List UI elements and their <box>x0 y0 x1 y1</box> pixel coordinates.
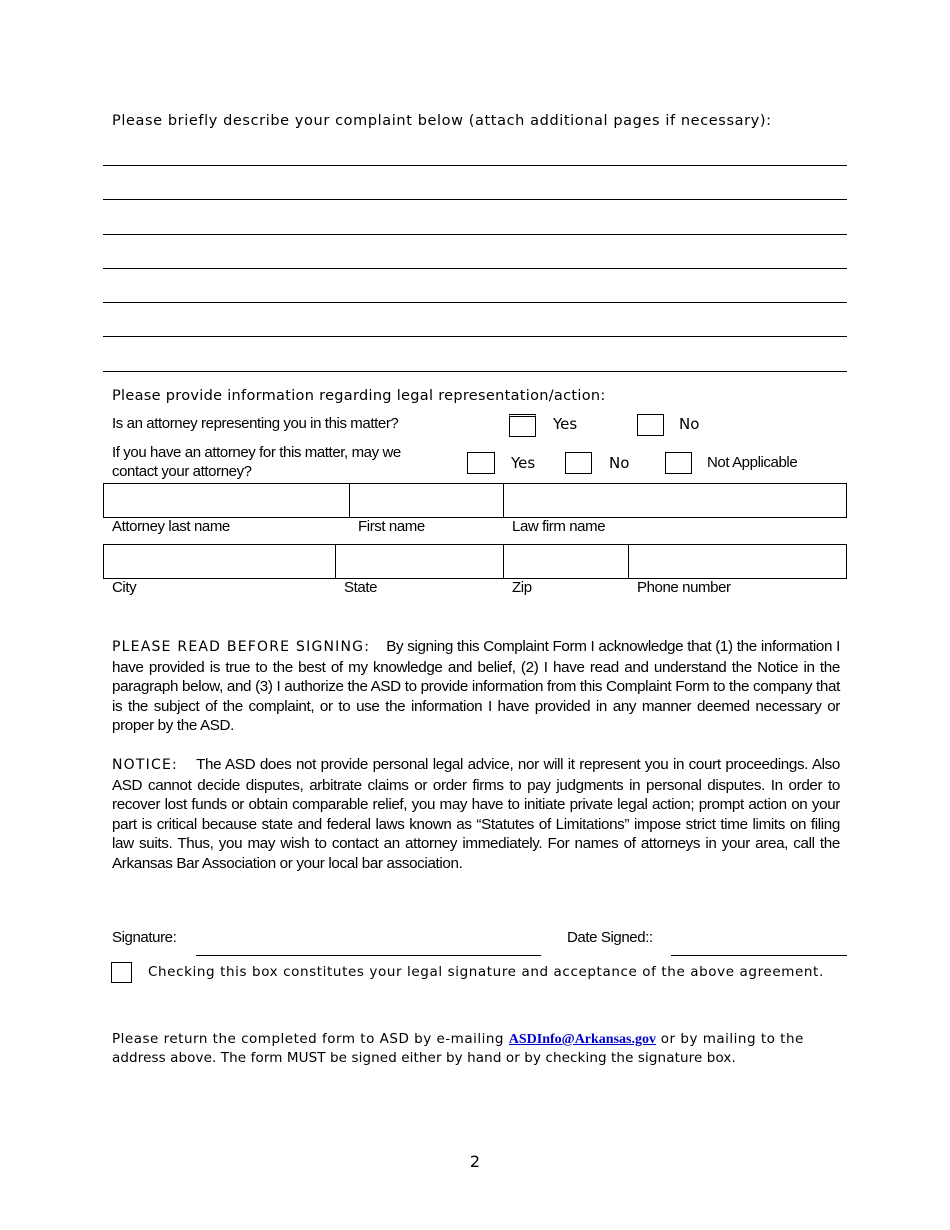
return-text-after: or by mailing to the <box>660 1031 804 1047</box>
date-signed-label: Date Signed:: <box>567 929 653 946</box>
law-firm-name-label: Law firm name <box>512 518 606 535</box>
please-read-paragraph <box>112 637 840 736</box>
signature-line[interactable] <box>196 955 541 956</box>
contact-no-label: No <box>609 454 630 472</box>
date-signed-line[interactable] <box>671 955 847 956</box>
contact-yes-label: Yes <box>511 454 536 472</box>
return-line-2: address above. The form MUST be signed either by hand or by checking the signature box. <box>112 1050 736 1066</box>
first-name-label: First name <box>358 518 425 535</box>
notice-lead: NOTICE: <box>112 757 178 773</box>
zip-label: Zip <box>512 579 532 596</box>
signature-label: Signature: <box>112 929 177 946</box>
attorney-last-name-label: Attorney last name <box>112 518 230 535</box>
page-number: 2 <box>469 1152 481 1171</box>
contact-na-label: Not Applicable <box>707 454 798 471</box>
complaint-line-5[interactable] <box>103 302 847 303</box>
zip-field[interactable] <box>503 544 629 579</box>
city-label: City <box>112 579 137 596</box>
notice-body: The ASD does not provide personal legal advice, nor will it represent you in court proceedings. Also ASD cannot decide disputes, arbitrate claims or order firms to pay judgments in personal disputes. In order to recover lost funds or obtain comparable relief, you may have to initiate private legal action; prompt action on your part is critical because state and federal laws known as “Statutes of Limitations” impose strict time limits on filing law suits. Thus, you may wish to contact an attorney immediately. For names of attorneys in your area, call the Arkansas Bar Association or your local bar association. <box>112 756 840 872</box>
legal-heading: Please provide information regarding legal representation/action: <box>112 388 606 404</box>
attorney-no-label: No <box>679 415 700 433</box>
return-instructions <box>112 1030 812 1067</box>
law-firm-name-field[interactable] <box>503 483 847 518</box>
complaint-line-2[interactable] <box>103 199 847 200</box>
complaint-prompt: Please briefly describe your complaint below (attach additional pages if necessary): <box>112 113 772 129</box>
return-line-1 <box>112 1030 812 1049</box>
attorney-no-checkbox[interactable] <box>637 414 664 436</box>
contact-question-line-2: contact your attorney? <box>112 463 252 480</box>
contact-question-line-1: If you have an attorney for this matter, may we <box>112 444 401 461</box>
return-text-before: Please return the completed form to ASD by e-mailing <box>112 1031 504 1047</box>
contact-no-checkbox[interactable] <box>565 452 592 474</box>
notice-paragraph <box>112 755 840 874</box>
city-field[interactable] <box>103 544 336 579</box>
signature-checkbox-text: Checking this box constitutes your legal signature and acceptance of the above agreement. <box>148 964 824 980</box>
phone-number-field[interactable] <box>628 544 847 579</box>
please-read-body: By signing this Complaint Form I acknowledge that (1) the information I have provided is true to the best of my knowledge and belief, (2) I have read and understand the Notice in the paragraph below, and (3) I authorize the ASD to provide information from this Complaint Form to the company that is the subject of the complaint, or to use the information I have provided in any manner deemed necessary or proper by the ASD. <box>112 638 840 735</box>
complaint-line-1[interactable] <box>103 165 847 166</box>
complaint-line-6[interactable] <box>103 336 847 337</box>
attorney-question: Is an attorney representing you in this matter? <box>112 415 399 432</box>
contact-na-checkbox[interactable] <box>665 452 692 474</box>
state-field[interactable] <box>335 544 504 579</box>
phone-number-label: Phone number <box>637 579 731 596</box>
state-label: State <box>344 579 378 596</box>
please-read-lead: PLEASE READ BEFORE SIGNING: <box>112 639 371 655</box>
attorney-first-name-field[interactable] <box>349 483 504 518</box>
signature-checkbox[interactable] <box>111 962 132 983</box>
contact-yes-checkbox[interactable] <box>467 452 495 474</box>
complaint-line-4[interactable] <box>103 268 847 269</box>
attorney-last-name-field[interactable] <box>103 483 350 518</box>
attorney-yes-checkbox[interactable] <box>509 414 536 437</box>
contact-question <box>112 443 401 481</box>
complaint-line-3[interactable] <box>103 234 847 235</box>
email-link[interactable]: ASDInfo@Arkansas.gov <box>508 1032 656 1047</box>
complaint-line-7[interactable] <box>103 371 847 372</box>
attorney-yes-label: Yes <box>553 415 578 433</box>
